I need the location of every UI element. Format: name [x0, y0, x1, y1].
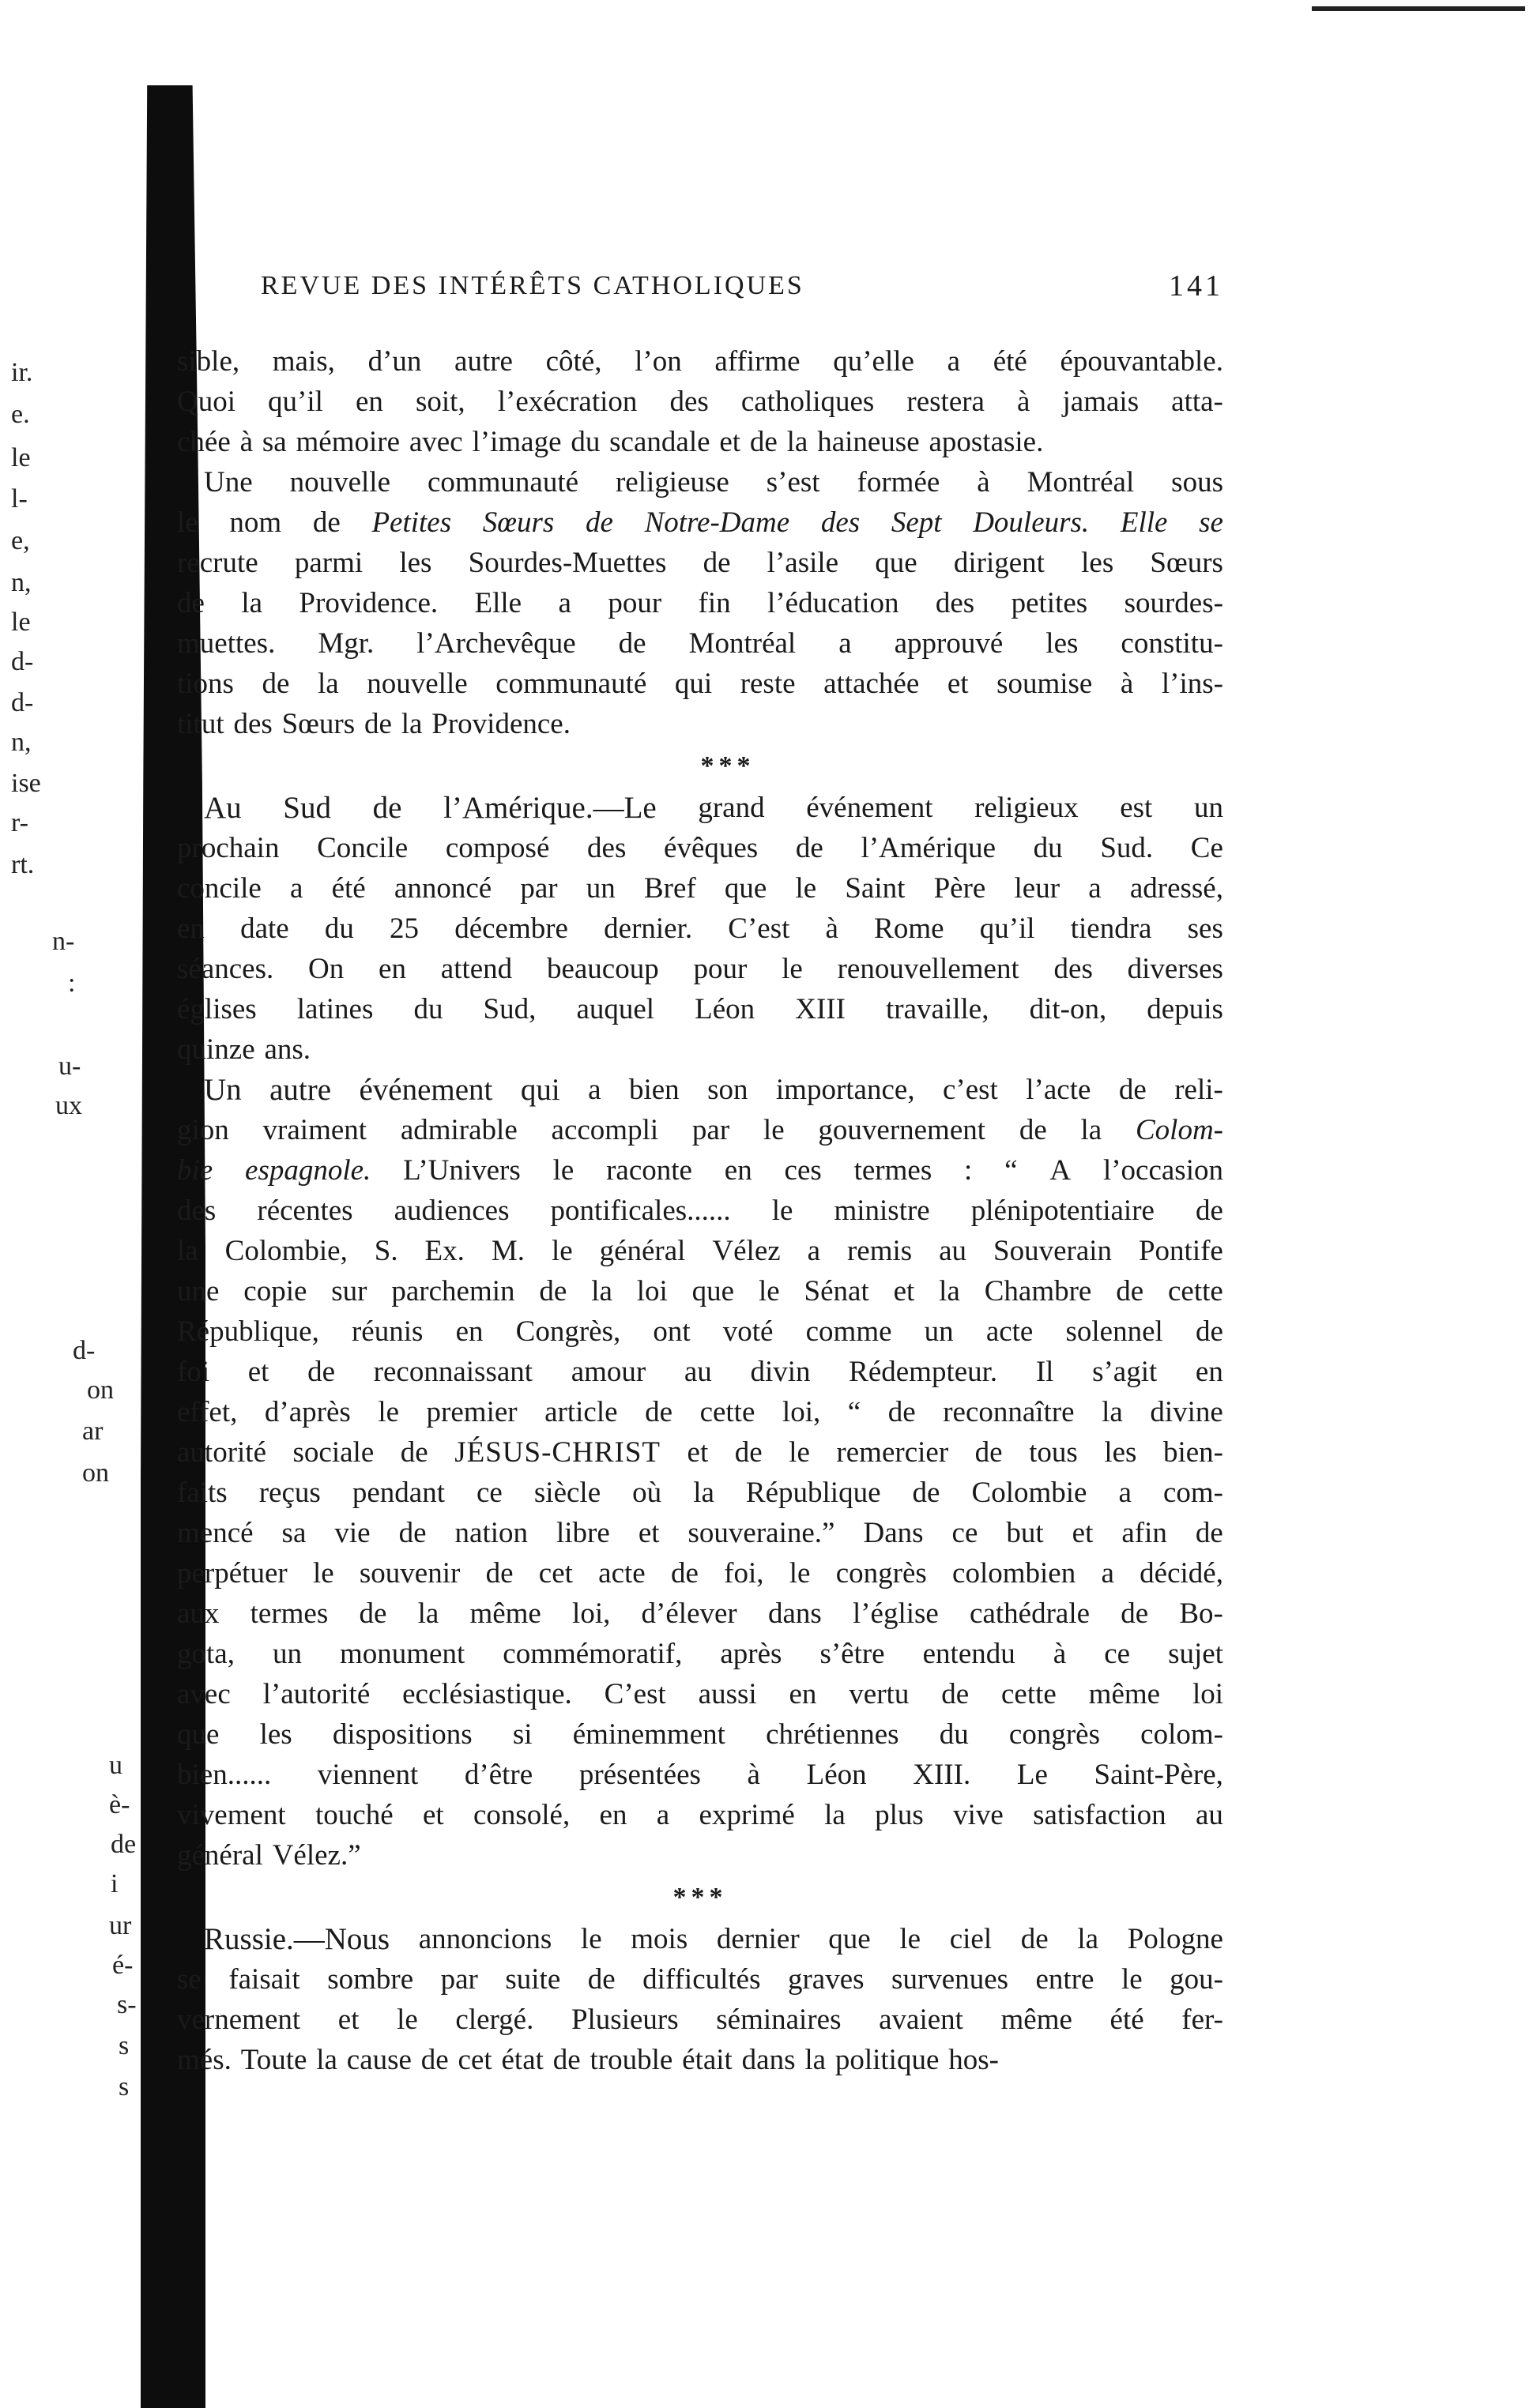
text-line: le nom de Petites Sœurs de Notre-Dame des Sept Douleurs. Elle se [177, 506, 1223, 539]
text-line: Russie.—Nous annoncions le mois dernier que le ciel de la Pologne [204, 1922, 1223, 1956]
margin-fragment: e, [11, 526, 30, 555]
page-number: 141 [1169, 269, 1223, 303]
margin-fragment: rt. [11, 850, 35, 879]
text-line: bien...... viennent d’être présentées à Léon XIII. Le Saint-Père, [177, 1759, 1223, 1791]
text-line: se faisait sombre par suite de difficultés graves survenues entre le gou- [177, 1963, 1223, 1996]
text-line: que les dispositions si éminemment chrétiennes du congrès colom- [177, 1718, 1223, 1751]
section-separator: *** [700, 751, 755, 781]
text-line: vernement et le clergé. Plusieurs séminaires avaient même été fer- [177, 2004, 1223, 2036]
previous-page-margin-fragments [0, 0, 141, 2408]
margin-fragment: u [109, 1751, 122, 1780]
text-line: faits reçus pendant ce siècle où la République de Colombie a com- [177, 1477, 1223, 1509]
text-line: recrute parmi les Sourdes-Muettes de l’asile que dirigent les Sœurs [177, 547, 1223, 579]
text-line: bie espagnole. L’Univers le raconte en ces termes : “ A l’occasion [177, 1154, 1223, 1187]
margin-fragment: n, [11, 568, 32, 597]
margin-fragment: r- [11, 808, 28, 837]
margin-fragment: i [111, 1869, 119, 1898]
text-line: més. Toute la cause de cet état de trouble était dans la politique hos- [177, 2044, 999, 2076]
text-line: République, réunis en Congrès, ont voté comme un acte solennel de [177, 1315, 1223, 1348]
margin-fragment: s [119, 2031, 130, 2060]
text-line: concile a été annoncé par un Bref que le Saint Père leur a adressé, [177, 872, 1223, 905]
text-line: sible, mais, d’un autre côté, l’on affirme qu’elle a été épouvantable. [177, 345, 1223, 378]
margin-fragment: s- [117, 1990, 137, 2019]
text-line: Au Sud de l’Amérique.—Le grand événement religieux est un [204, 791, 1223, 825]
text-line: titut des Sœurs de la Providence. [177, 708, 571, 740]
margin-fragment: : [68, 969, 76, 998]
text-line: gion vraiment admirable accompli par le gouvernement de la Colom- [177, 1114, 1223, 1146]
text-line: séances. On en attend beaucoup pour le renouvellement des diverses [177, 953, 1223, 985]
text-line: vivement touché et consolé, en a exprimé la plus vive satisfaction au [177, 1799, 1223, 1831]
text-line: effet, d’après le premier article de cette loi, “ de reconnaître la divine [177, 1396, 1223, 1428]
margin-fragment: d- [11, 688, 34, 717]
text-line: chée à sa mémoire avec l’image du scandale et de la haineuse apostasie. [177, 426, 1044, 458]
margin-fragment: d- [73, 1336, 96, 1365]
text-line: Quoi qu’il en soit, l’exécration des catholiques restera à jamais atta- [177, 386, 1223, 418]
body-text-column [177, 342, 1223, 2112]
margin-fragment: on [82, 1458, 109, 1488]
margin-fragment: le [11, 608, 31, 637]
margin-fragment: e. [11, 400, 30, 429]
text-line: avec l’autorité ecclésiastique. C’est aussi en vertu de cette même loi [177, 1678, 1223, 1710]
text-line: mencé sa vie de nation libre et souveraine.” Dans ce but et afin de [177, 1517, 1223, 1549]
text-line: quinze ans. [177, 1033, 311, 1066]
margin-fragment: ux [55, 1091, 82, 1120]
text-line: muettes. Mgr. l’Archevêque de Montréal a approuvé les constitu- [177, 627, 1223, 660]
margin-fragment: on [87, 1375, 114, 1405]
text-line: tions de la nouvelle communauté qui reste attachée et soumise à l’ins- [177, 668, 1223, 700]
margin-fragment: u- [58, 1052, 81, 1081]
margin-fragment: le [11, 443, 31, 472]
margin-fragment: l- [11, 484, 28, 514]
margin-fragment: ir. [11, 358, 33, 387]
margin-fragment: è- [109, 1790, 130, 1819]
text-line: en date du 25 décembre dernier. C’est à Rome qu’il tiendra ses [177, 912, 1223, 945]
margin-fragment: de [111, 1830, 137, 1859]
margin-fragment: s [119, 2072, 130, 2101]
section-separator: *** [672, 1883, 728, 1912]
margin-fragment: ur [109, 1911, 132, 1940]
text-line: autorité sociale de JÉSUS-CHRIST et de le remercier de tous les bien- [177, 1436, 1223, 1469]
running-head [261, 265, 1223, 307]
running-head-title: REVUE DES INTÉRÊTS CATHOLIQUES [261, 271, 804, 300]
text-line: général Vélez.” [177, 1839, 361, 1872]
margin-fragment: é- [112, 1951, 134, 1980]
text-line: gota, un monument commémoratif, après s’être entendu à ce sujet [177, 1638, 1223, 1670]
margin-fragment: d- [11, 647, 34, 676]
margin-fragment: n, [11, 728, 32, 757]
text-line: une copie sur parchemin de la loi que le Sénat et la Chambre de cette [177, 1275, 1223, 1307]
text-line: foi et de reconnaissant amour au divin Rédempteur. Il s’agit en [177, 1356, 1223, 1388]
text-line: prochain Concile composé des évêques de l’Amérique du Sud. Ce [177, 832, 1223, 864]
top-rule-mark [1312, 6, 1525, 11]
text-line: Une nouvelle communauté religieuse s’est formée à Montréal sous [204, 466, 1223, 499]
text-line: des récentes audiences pontificales...... le ministre plénipotentiaire de [177, 1195, 1223, 1227]
text-line: Un autre événement qui a bien son importance, c’est l’acte de reli- [204, 1073, 1223, 1107]
margin-fragment: n- [52, 927, 75, 956]
text-line: églises latines du Sud, auquel Léon XIII travaille, dit-on, depuis [177, 993, 1223, 1025]
margin-fragment: ar [82, 1417, 104, 1446]
text-line: perpétuer le souvenir de cet acte de foi, le congrès colombien a décidé, [177, 1557, 1223, 1590]
margin-fragment: ise [11, 769, 41, 798]
text-line: la Colombie, S. Ex. M. le général Vélez a remis au Souverain Pontife [177, 1235, 1223, 1267]
text-line: de la Providence. Elle a pour fin l’éducation des petites sourdes- [177, 587, 1223, 619]
text-line: aux termes de la même loi, d’élever dans l’église cathédrale de Bo- [177, 1597, 1223, 1630]
